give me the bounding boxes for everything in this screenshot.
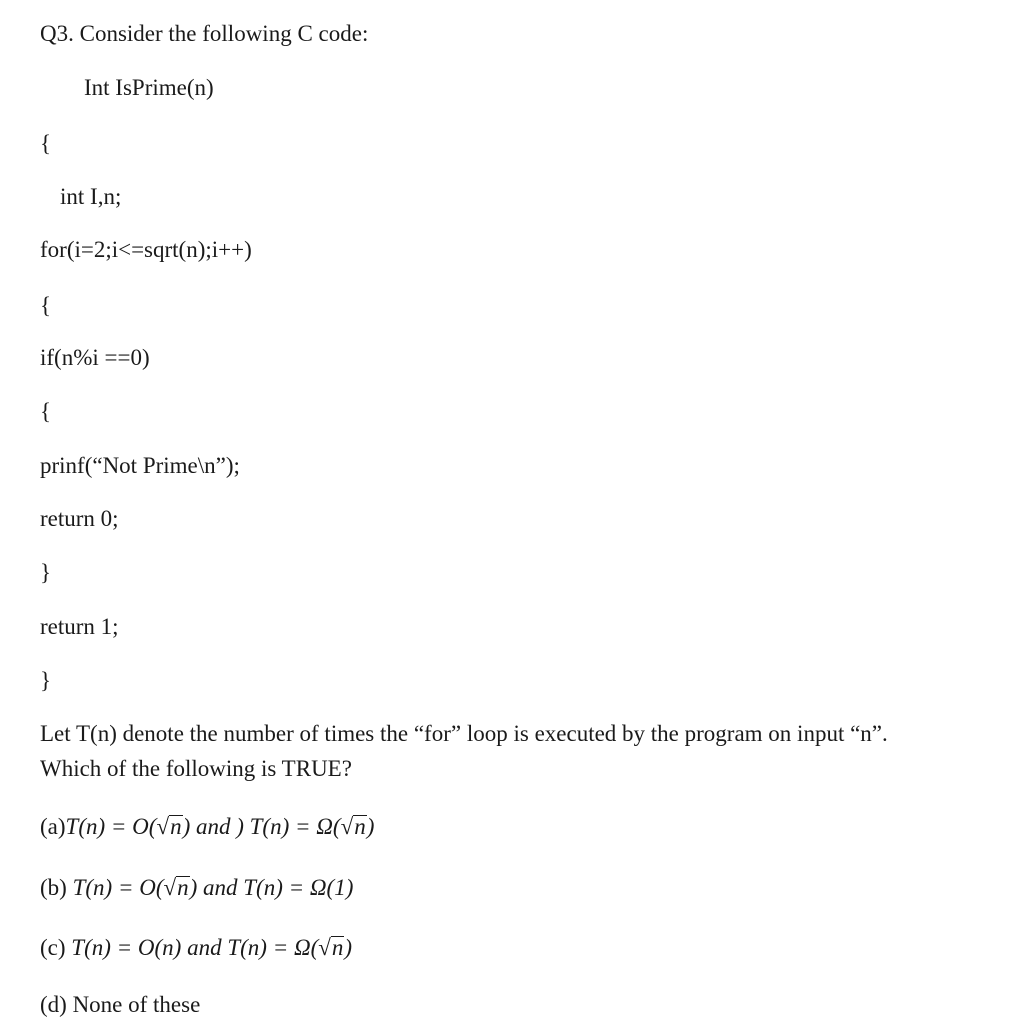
code-line-open-brace: {	[40, 131, 52, 156]
option-c	[40, 934, 352, 962]
option-b-label: (b)	[40, 875, 73, 900]
code-line-open-brace: {	[40, 399, 52, 424]
code-line-for-loop: for(i=2;i<=sqrt(n);i++)	[40, 237, 252, 262]
option-b-middle-expression: ) and T(n) = Ω(1)	[189, 875, 354, 900]
option-b-left-expression: T(n) = O(	[72, 875, 164, 900]
code-line-close-brace: }	[40, 668, 52, 693]
sqrt-symbol-icon: √	[156, 814, 170, 839]
option-a	[40, 813, 374, 841]
code-line-function-signature: Int IsPrime(n)	[84, 75, 214, 100]
option-c-radicand: n	[331, 935, 344, 960]
sqrt-symbol-icon: √	[340, 814, 354, 839]
sqrt-symbol-icon: √	[163, 875, 177, 900]
option-a-end: )	[366, 814, 375, 839]
option-b-radicand: n	[177, 875, 189, 900]
option-a-label: (a)	[40, 814, 66, 839]
code-line-declaration: int I,n;	[60, 184, 122, 209]
option-c-label: (c)	[40, 935, 72, 960]
sqrt-symbol-icon: √	[318, 935, 331, 960]
option-c-expression: T(n) = O(n) and T(n) = Ω(	[71, 935, 319, 960]
option-a-left-radicand: n	[170, 814, 182, 839]
question-prompt-line-2: Which of the following is TRUE?	[40, 756, 352, 781]
option-a-right-radicand: n	[354, 814, 366, 839]
code-line-open-brace: {	[40, 293, 52, 318]
question-prompt-line-1: Let T(n) denote the number of times the “for” loop is executed by the program on input “n”.	[40, 721, 888, 746]
option-a-middle-expression: ) and ) T(n) = Ω(	[182, 814, 341, 839]
code-line-return-0: return 0;	[40, 506, 119, 531]
code-line-return-1: return 1;	[40, 614, 119, 639]
question-heading: Q3. Consider the following C code:	[40, 21, 369, 46]
option-d: (d) None of these	[40, 992, 201, 1017]
code-line-close-brace: }	[40, 560, 52, 585]
option-b	[40, 874, 353, 902]
option-a-left-expression: T(n) = O(	[65, 814, 157, 839]
code-line-if: if(n%i ==0)	[40, 345, 150, 370]
option-c-end: )	[344, 935, 353, 960]
code-line-printf: prinf(“Not Prime\n”);	[40, 453, 240, 478]
